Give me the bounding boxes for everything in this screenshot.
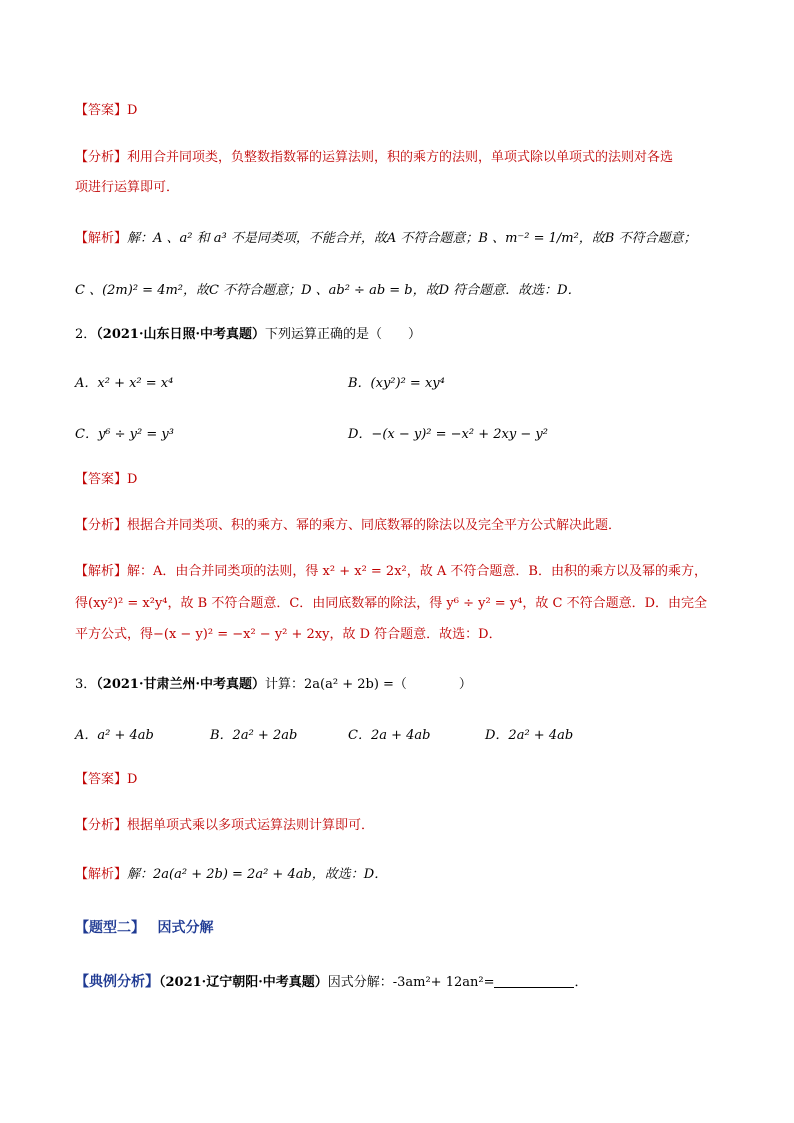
q2-option-a: A．x² + x² = x⁴ — [75, 376, 174, 391]
example-line — [75, 973, 588, 992]
example-tag: 【典例分析】 — [75, 974, 159, 990]
q3-option-b: B．2a² + 2ab — [210, 728, 298, 743]
answer-blank — [494, 975, 574, 988]
q2-stem — [75, 326, 421, 344]
answer-tag: 【答案】 — [75, 103, 128, 118]
analysis-text: 根据单项式乘以多项式运算法则计算即可． — [127, 818, 375, 833]
q3-option-a: A．a² + 4ab — [75, 728, 154, 743]
answer-tag: 【答案】 — [75, 472, 128, 487]
q2-option-d: D．−(x − y)² = −x² + 2xy − y² — [348, 427, 548, 442]
section-heading — [75, 919, 213, 937]
q3-option-c: C．2a + 4ab — [348, 728, 431, 743]
solution-text: 解：A 、a² 和 a³ 不是同类项，不能合并，故A 不符合题意；B 、m⁻² = 1/m²，故B 不符合题意； — [127, 231, 697, 246]
q1-answer-line — [75, 102, 137, 120]
answer-value: D — [127, 772, 138, 787]
analysis-text: 根据合并同类项、积的乘方、幂的乘方、同底数幂的除法以及完全平方公式解决此题． — [127, 518, 622, 533]
q3-analysis-line — [75, 817, 374, 835]
solution-text: 解：A．由合并同类项的法则，得 x² + x² = 2x²，故 A 不符合题意．B．由积的乘方以及幂的乘方， — [127, 564, 707, 579]
q2-option-b: B．(xy²)² = xy⁴ — [348, 376, 445, 391]
section-tag: 【题型二】 — [75, 920, 145, 936]
q1-analysis-line-2: 项进行运算即可． — [75, 180, 180, 195]
question-source: （2021·山东日照·中考真题） — [96, 327, 266, 342]
q3-solution-line — [75, 866, 387, 884]
analysis-tag: 【分析】 — [75, 518, 128, 533]
answer-value: D — [127, 103, 138, 118]
q3-option-d: D．2a² + 4ab — [485, 728, 574, 743]
analysis-tag: 【分析】 — [75, 818, 128, 833]
question-number: 2． — [75, 327, 97, 342]
solution-text: 解：2a(a² + 2b) = 2a² + 4ab，故选：D． — [127, 867, 388, 882]
q2-solution-line-1 — [75, 563, 707, 581]
q1-analysis-line-1 — [75, 149, 673, 167]
solution-tag: 【解析】 — [75, 231, 128, 246]
example-source: （2021·辽宁朝阳·中考真题） — [159, 975, 328, 990]
q1-solution-line-1 — [75, 230, 697, 248]
q3-stem — [75, 676, 472, 694]
q2-option-c: C．y⁶ ÷ y² = y³ — [75, 427, 174, 442]
question-text: 下列运算正确的是（ ） — [265, 327, 422, 342]
solution-tag: 【解析】 — [75, 564, 128, 579]
q3-answer-line — [75, 771, 137, 789]
q2-solution-line-3: 平方公式，得−(x − y)² = −x² − y² + 2xy，故 D 符合题意．故选：D． — [75, 627, 502, 642]
q2-analysis-line — [75, 517, 621, 535]
analysis-text: 利用合并同项类，负整数指数幂的运算法则，积的乘方的法则，单项式除以单项式的法则对各选 — [127, 150, 674, 165]
section-title: 因式分解 — [157, 920, 214, 936]
q1-solution-line-2: C 、(2m)² = 4m²，故C 不符合题意；D 、ab² ÷ ab = b，故D 符合题意．故选：D． — [75, 283, 581, 298]
q2-solution-line-2: 得(xy²)² = x²y⁴，故 B 不符合题意．C．由同底数幂的除法，得 y⁶ ÷ y² = y⁴，故 C 不符合题意．D．由完全 — [75, 596, 708, 611]
example-end: ． — [574, 975, 588, 990]
answer-tag: 【答案】 — [75, 772, 128, 787]
question-number: 3． — [75, 677, 97, 692]
question-source: （2021·甘肃兰州·中考真题） — [96, 677, 266, 692]
question-text: 计算：2a(a² + 2b) =（ ） — [265, 677, 472, 692]
answer-value: D — [127, 472, 138, 487]
solution-tag: 【解析】 — [75, 867, 128, 882]
example-stem: 因式分解：-3am²+ 12an²= — [327, 975, 495, 990]
analysis-tag: 【分析】 — [75, 150, 128, 165]
q2-answer-line — [75, 471, 137, 489]
